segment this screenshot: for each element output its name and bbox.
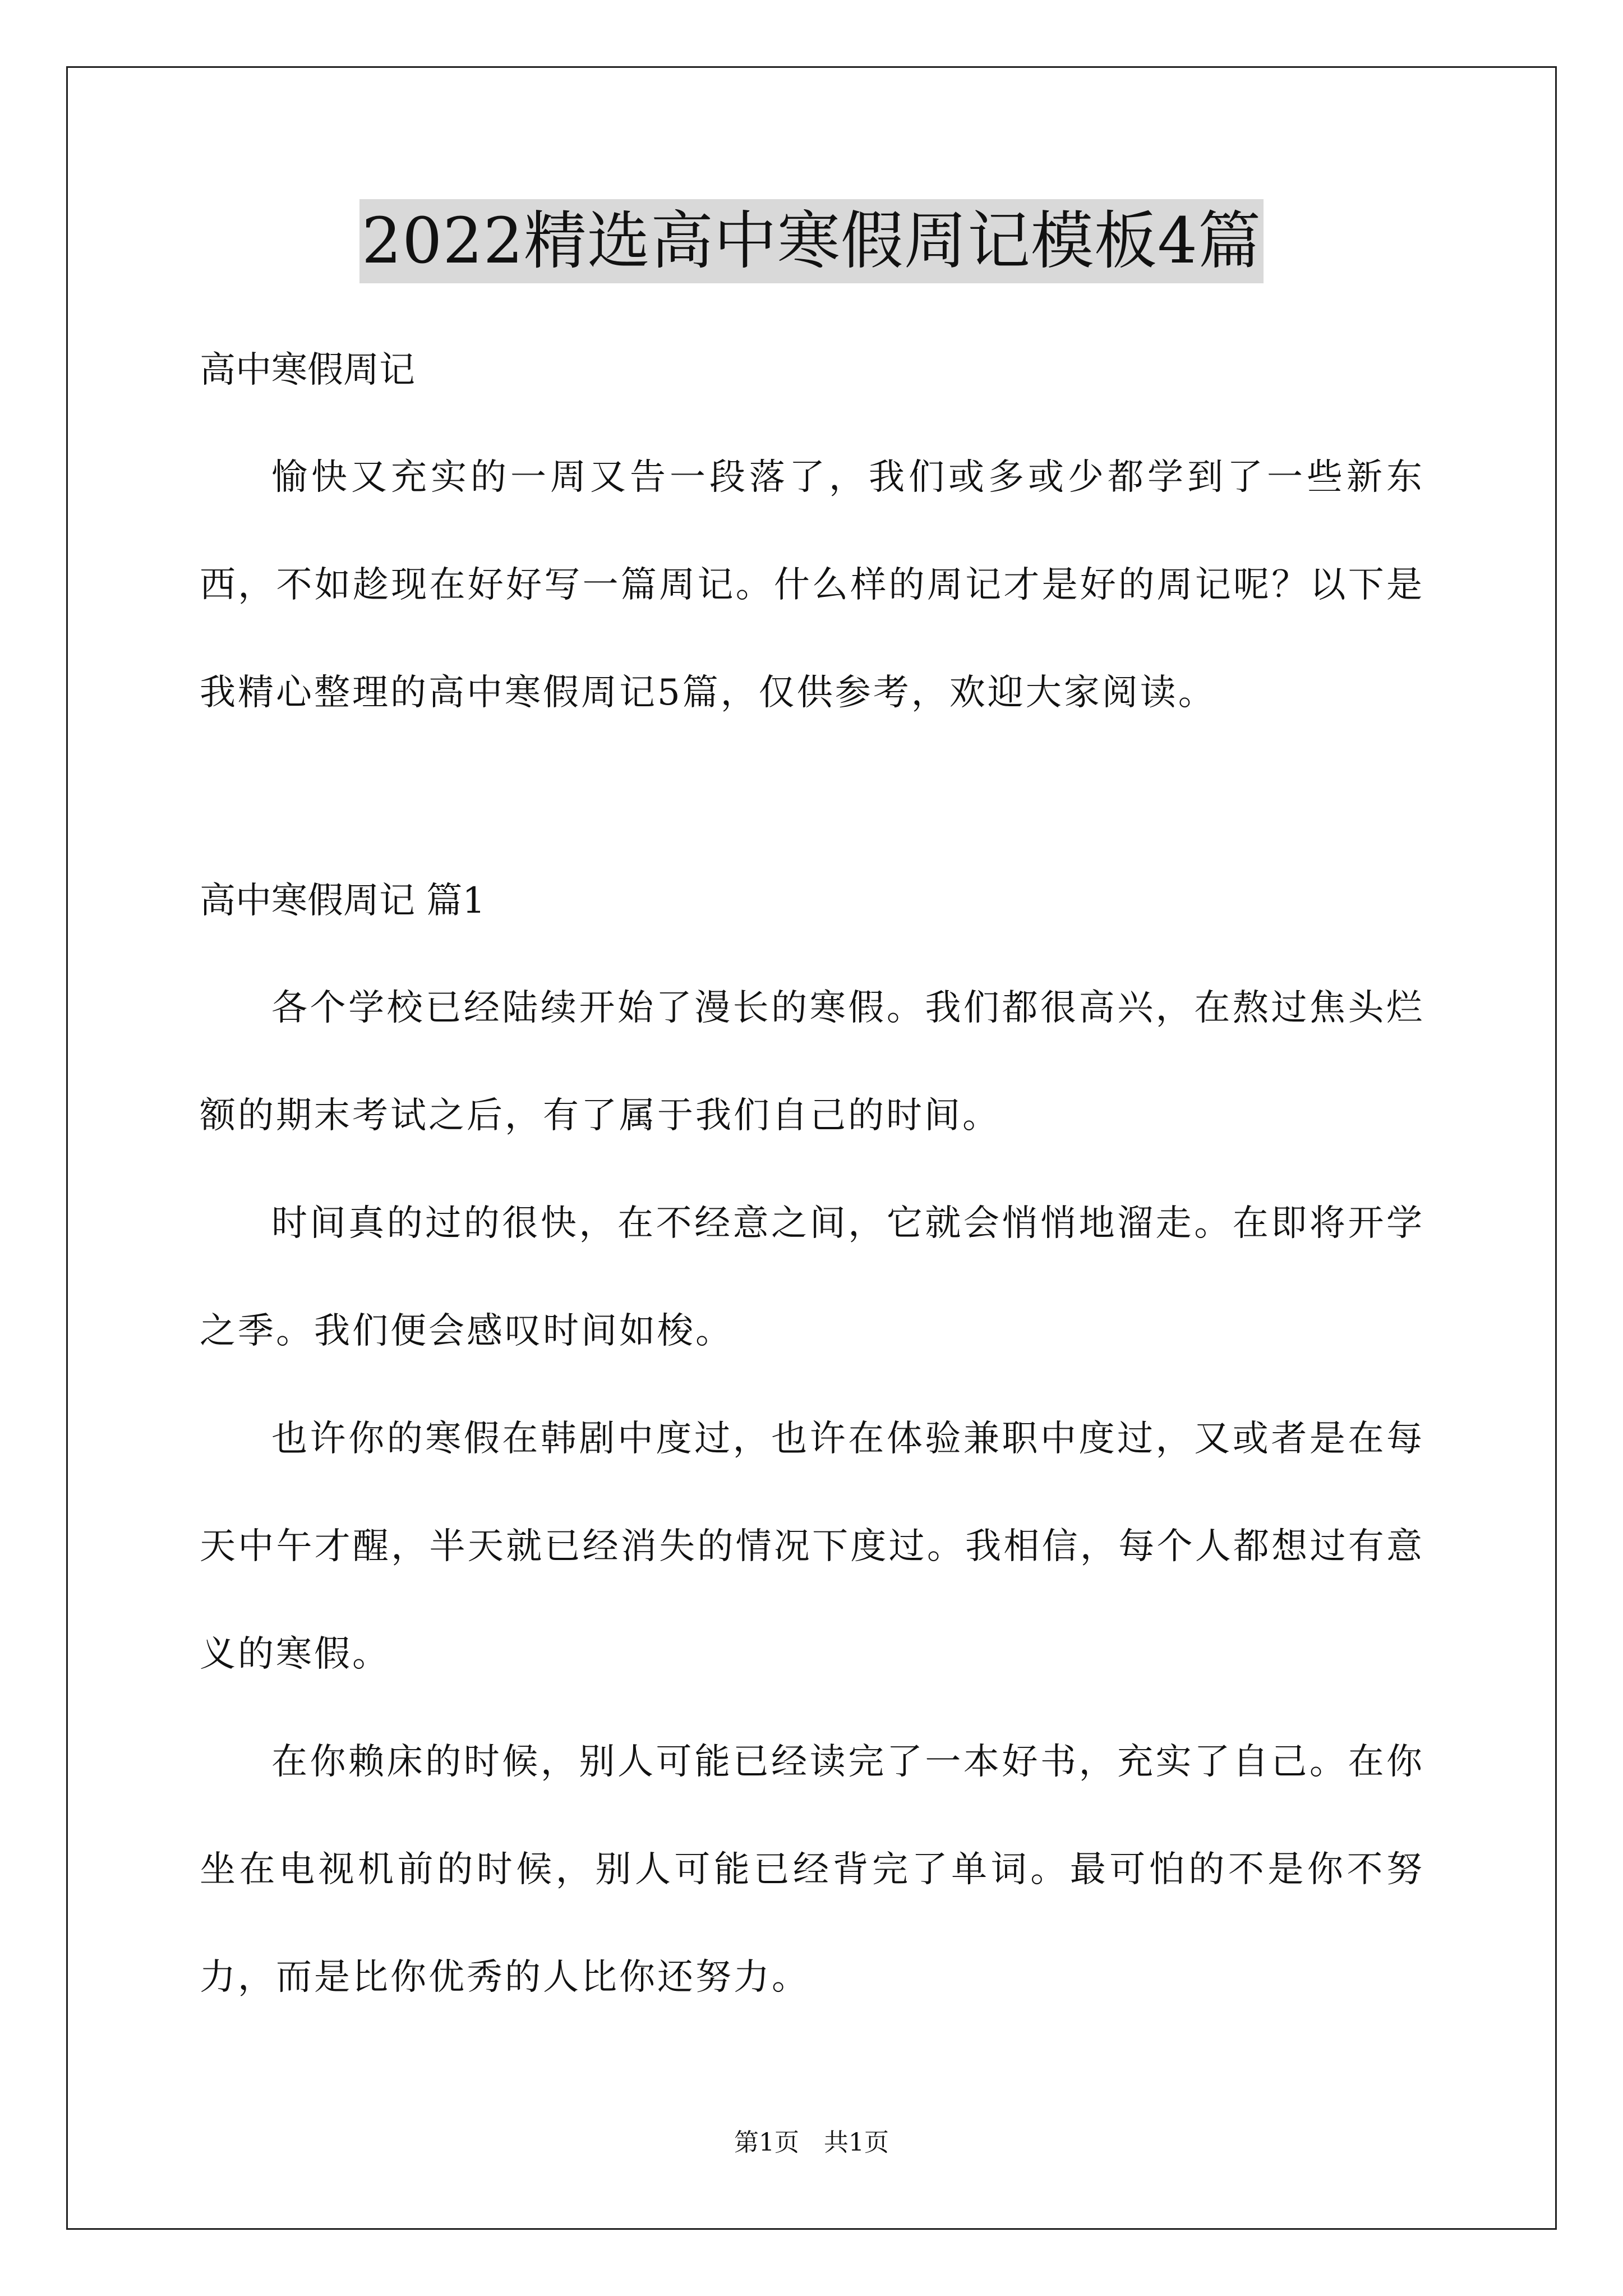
body-paragraph: 各个学校已经陆续开始了漫长的寒假。我们都很高兴，在熬过焦头烂额的期末考试之后，有了属于我们自己的时间。 <box>200 987 1424 1137</box>
page-footer: 第1页 共1页 <box>734 2128 889 2157</box>
document-body <box>200 317 1424 2031</box>
intro-heading: 高中寒假周记 <box>200 349 415 391</box>
body-paragraph: 在你赖床的时候，别人可能已经读完了一本好书，充实了自己。在你坐在电视机前的时候，别人可能已经背完了单词。最可怕的不是你不努力，而是比你优秀的人比你还努力。 <box>200 1741 1424 1998</box>
body-paragraph: 时间真的过的很快，在不经意之间，它就会悄悄地溜走。在即将开学之季。我们便会感叹时间如梭。 <box>200 1203 1424 1352</box>
section-heading: 高中寒假周记 篇1 <box>200 880 486 922</box>
title-wrap <box>0 199 1623 283</box>
intro-paragraph: 愉快又充实的一周又告一段落了，我们或多或少都学到了一些新东西，不如趁现在好好写一篇周记。什么样的周记才是好的周记呢？以下是我精心整理的高中寒假周记5篇，仅供参考，欢迎大家阅读。 <box>200 457 1424 714</box>
section-spacer <box>200 747 1424 848</box>
document-title: 2022精选高中寒假周记模板4篇 <box>359 199 1264 283</box>
body-paragraph: 也许你的寒假在韩剧中度过，也许在体验兼职中度过，又或者是在每天中午才醒，半天就已经消失的情况下度过。我相信，每个人都想过有意义的寒假。 <box>200 1418 1424 1675</box>
